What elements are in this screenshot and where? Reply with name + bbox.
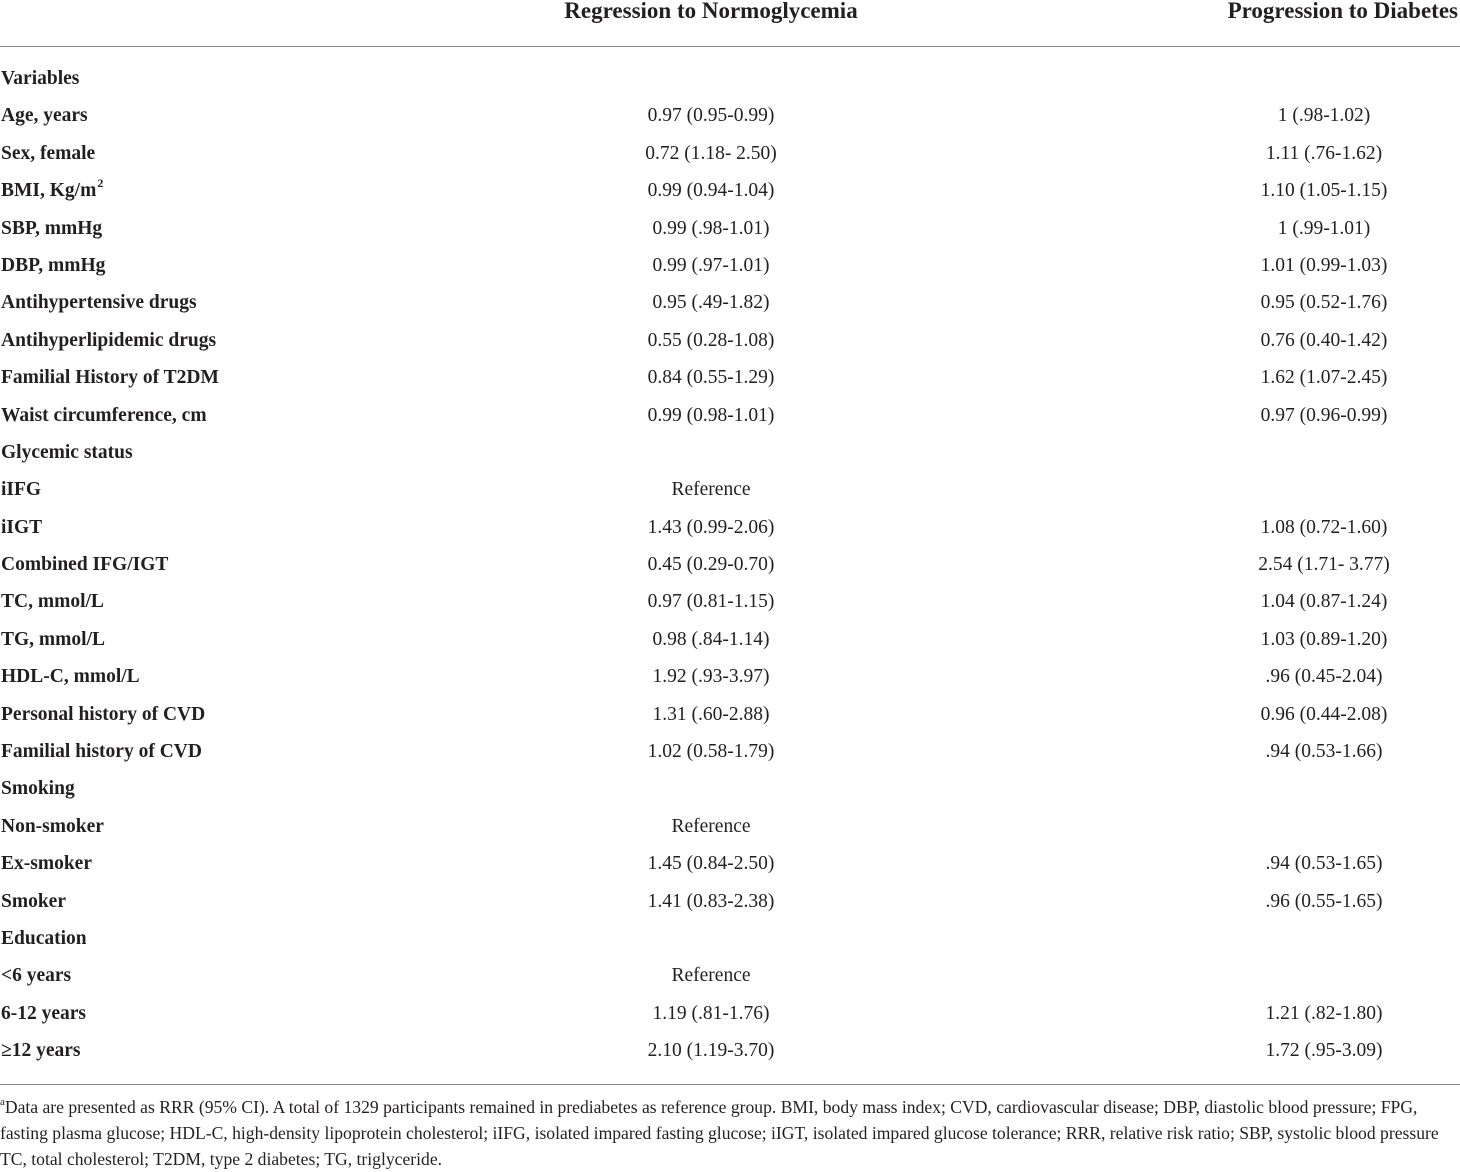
cell-regression: 0.72 (1.18- 2.50) [645,142,777,164]
row-label-text: Familial History of T2DM [1,367,219,389]
cell-regression: 0.99 (.98-1.01) [652,217,770,239]
row-label-text: Ex-smoker [1,853,92,875]
cell-regression: 1.92 (.93-3.97) [652,666,770,688]
table-row [0,995,1460,1032]
table-row [0,322,1460,359]
cell-progression: 1.21 (.82-1.80) [1265,1002,1383,1024]
row-label [1,322,216,359]
cell-regression: 1.45 (0.84-2.50) [647,853,775,875]
column-header-regression: Regression to Normoglycemia [564,0,858,23]
row-label [1,210,102,247]
row-label-text: Non-smoker [1,815,104,837]
table-body [0,60,1460,1070]
cell-progression: 1 (.98-1.02) [1277,105,1371,127]
cell-regression: 0.99 (.97-1.01) [652,254,770,276]
cell-progression: 1.08 (0.72-1.60) [1260,516,1388,538]
cell-regression: 0.55 (0.28-1.08) [647,329,775,351]
row-label [1,434,133,471]
row-label-text: Personal history of CVD [1,703,206,725]
table-row [0,920,1460,957]
cell-regression: 0.97 (0.81-1.15) [647,591,775,613]
column-header-progression: Progression to Diabetes [1227,0,1458,23]
row-label-text: Variables [1,68,80,89]
cell-progression: 1.62 (1.07-2.45) [1260,367,1388,389]
row-label [1,920,87,957]
cell-progression: 0.95 (0.52-1.76) [1260,292,1388,314]
cell-regression: 0.84 (0.55-1.29) [647,367,775,389]
row-label-text: iIGT [1,516,43,538]
row-label-text: Combined IFG/IGT [1,554,169,576]
cell-regression: 0.45 (0.29-0.70) [647,554,775,576]
cell-progression: .96 (0.55-1.65) [1265,890,1383,912]
row-label-text: 6-12 years [1,1002,87,1024]
row-label-text: Waist circumference, cm [1,404,207,426]
cell-progression: 1.10 (1.05-1.15) [1260,180,1388,202]
row-label [1,546,168,583]
table-row [0,210,1460,247]
row-label-text: Smoking [1,778,75,800]
row-label-text: Education [1,927,87,949]
table-row [0,546,1460,583]
row-label-text: ≥12 years [1,1040,81,1062]
row-label [1,172,103,209]
cell-progression: 0.96 (0.44-2.08) [1260,703,1388,725]
row-label [1,733,202,770]
cell-progression: .96 (0.45-2.04) [1265,666,1383,688]
row-label-text: Sex, female [1,142,96,164]
row-label [1,883,66,920]
row-label-text: iIFG [1,479,42,501]
row-label [1,808,104,845]
row-label [1,957,71,994]
row-label [1,621,105,658]
table-row [0,359,1460,396]
table-row [0,696,1460,733]
row-label [1,1032,80,1069]
row-label [1,696,205,733]
cell-regression: 0.98 (.84-1.14) [652,628,770,650]
table-row [0,434,1460,471]
row-label [1,60,79,97]
row-label-text: Glycemic status [1,441,133,463]
cell-progression: 1.01 (0.99-1.03) [1260,254,1388,276]
row-label [1,845,92,882]
row-label [1,509,42,546]
cell-regression: 0.99 (0.94-1.04) [647,180,775,202]
table-row [0,1032,1460,1069]
row-label [1,135,95,172]
header-divider [0,46,1460,47]
row-label-text: Age, years [1,105,88,127]
table-row [0,770,1460,807]
cell-progression: 1.11 (.76-1.62) [1265,142,1383,164]
table-row [0,733,1460,770]
table-row [0,172,1460,209]
table-row [0,284,1460,321]
footnote-text: Data are presented as RRR (95% CI). A total of 1329 participants remained in prediabetes as reference group. BMI, body mass index; CVD, cardiovascular disease; DBP, diastolic blood pressure; FPG, fasting plasma glucose; HDL-C, high-density lipoprotein cholesterol; iIFG, isolated impared fasting glucose; iIGT, isolated impared glucose tolerance; RRR, relative risk ratio; SBP, systolic blood pressure TC, total cholesterol; T2DM, type 2 diabetes; TG, triglyceride. [0,1097,1439,1169]
row-label-text: TG, mmol/L [1,628,106,650]
table-row [0,621,1460,658]
row-label [1,359,219,396]
table-row [0,957,1460,994]
table-row [0,471,1460,508]
row-label [1,397,207,434]
cell-regression: Reference [671,479,751,501]
cell-progression: 1 (.99-1.01) [1277,217,1371,239]
cell-regression: 1.02 (0.58-1.79) [647,741,775,763]
cell-regression: 1.41 (0.83-2.38) [647,890,775,912]
row-label-text: Smoker [1,890,66,912]
cell-regression: Reference [671,815,751,837]
table-row [0,658,1460,695]
row-label-text: <6 years [1,965,72,987]
cell-regression: 1.31 (.60-2.88) [652,703,770,725]
row-label [1,471,41,508]
cell-progression: 0.97 (0.96-0.99) [1260,404,1388,426]
table-row [0,60,1460,97]
row-label [1,583,104,620]
table-row [0,135,1460,172]
cell-progression: 1.72 (.95-3.09) [1265,1040,1383,1062]
cell-progression: 0.76 (0.40-1.42) [1260,329,1388,351]
row-label-text: HDL-C, mmol/L [1,666,140,688]
row-label [1,770,75,807]
cell-regression: 1.43 (0.99-2.06) [647,516,775,538]
cell-regression: Reference [671,965,751,987]
row-label-text: SBP, mmHg [1,217,103,239]
row-label-text: DBP, mmHg [1,254,106,276]
table-footnote [0,1094,1460,1172]
table-row [0,97,1460,134]
cell-regression: 0.99 (0.98-1.01) [647,404,775,426]
table-row [0,509,1460,546]
footnote-marker: a [0,1096,5,1108]
cell-progression: 1.04 (0.87-1.24) [1260,591,1388,613]
row-label [1,97,88,134]
table-row [0,845,1460,882]
table-row [0,808,1460,845]
cell-progression: 1.03 (0.89-1.20) [1260,628,1388,650]
cell-progression: .94 (0.53-1.66) [1265,741,1383,763]
row-label [1,284,197,321]
cell-progression: 2.54 (1.71- 3.77) [1258,554,1390,576]
row-label-text: Antihyperlipidemic drugs [1,329,217,351]
row-label-text: Familial history of CVD [1,741,202,763]
row-label [1,658,140,695]
row-label-text: BMI, Kg/m [1,180,97,202]
cell-progression: .94 (0.53-1.65) [1265,853,1383,875]
cell-regression: 2.10 (1.19-3.70) [647,1040,775,1062]
table-row [0,583,1460,620]
row-label-text: Antihypertensive drugs [1,292,197,314]
row-label [1,995,86,1032]
cell-regression: 1.19 (.81-1.76) [652,1002,770,1024]
cell-regression: 0.97 (0.95-0.99) [647,105,775,127]
footer-divider [0,1084,1460,1085]
cell-regression: 0.95 (.49-1.82) [652,292,770,314]
table-row [0,397,1460,434]
row-label-superscript: 2 [97,176,104,191]
row-label-text: TC, mmol/L [1,591,104,613]
table-row [0,247,1460,284]
table-row [0,883,1460,920]
row-label [1,247,105,284]
